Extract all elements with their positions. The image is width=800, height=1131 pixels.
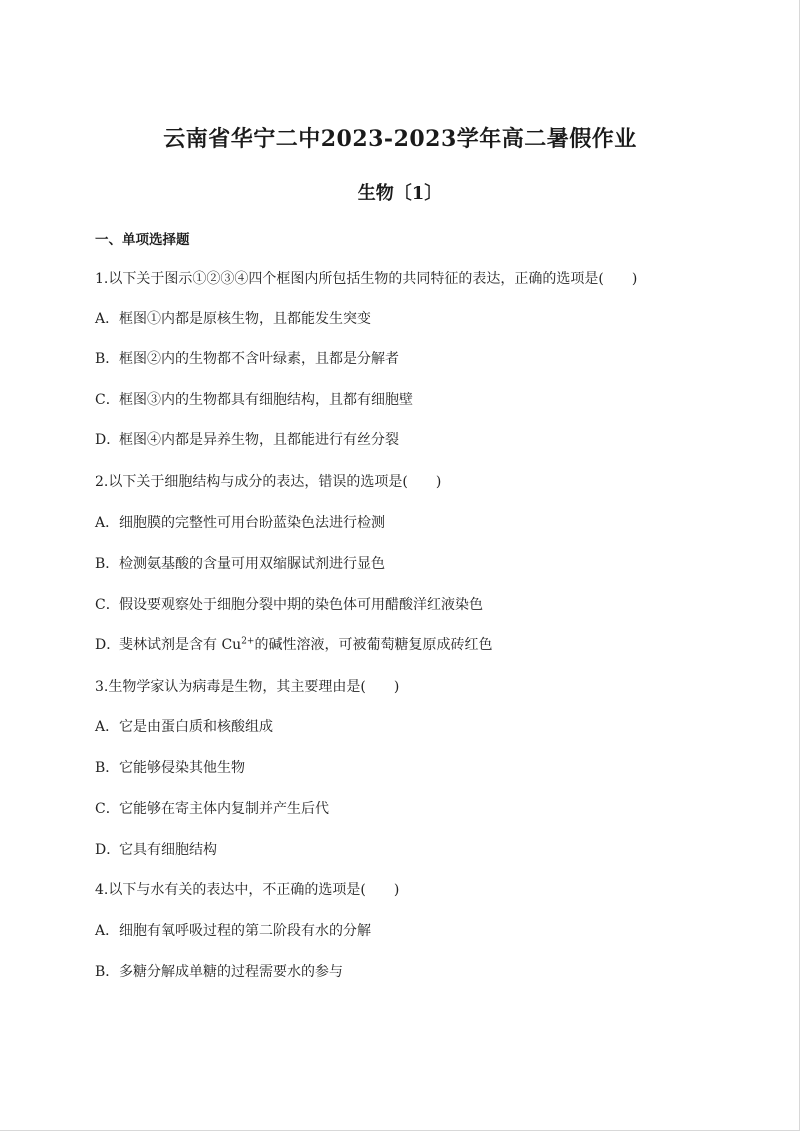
question-3-option-b — [95, 757, 245, 777]
option-letter: D． — [95, 842, 121, 858]
option-text: 框图④内都是异养生物，且都能进行有丝分裂 — [119, 432, 399, 448]
option-text: 框图③内的生物都具有细胞结构，且都有细胞壁 — [119, 392, 413, 408]
option-letter: A． — [95, 719, 120, 735]
option-letter: A． — [95, 311, 120, 327]
option-letter: D． — [95, 432, 121, 448]
option-text: 细胞有氧呼吸过程的第二阶段有水的分解 — [119, 923, 371, 939]
option-letter: C． — [95, 597, 120, 613]
question-4-stem: 4.以下与水有关的表达中，不正确的选项是( ) — [95, 882, 400, 898]
option-letter: C． — [95, 392, 120, 408]
option-text: 框图②内的生物都不含叶绿素，且都是分解者 — [119, 351, 399, 367]
section-heading: 一、单项选择题 — [95, 232, 190, 248]
option-text: 检测氨基酸的含量可用双缩脲试剂进行显色 — [119, 556, 385, 572]
option-letter: C． — [95, 801, 120, 817]
question-3-option-a — [95, 716, 273, 736]
question-2-option-a — [95, 512, 385, 532]
option-letter: B． — [95, 556, 120, 572]
option-text: 多糖分解成单糖的过程需要水的参与 — [119, 964, 343, 980]
option-text: 它能够在寄主体内复制并产生后代 — [119, 801, 329, 817]
question-1-stem: 1.以下关于图示①②③④四个框图内所包括生物的共同特征的表达，正确的选项是( ) — [95, 271, 638, 287]
option-text-before: 斐林试剂是含有 Cu — [119, 637, 242, 653]
option-text-after: 的碱性溶液，可被葡萄糖复原成砖红色 — [254, 637, 493, 653]
superscript-charge: 2+ — [241, 636, 255, 647]
question-3-stem: 3.生物学家认为病毒是生物，其主要理由是( ) — [95, 679, 400, 695]
question-1-option-d — [95, 429, 399, 449]
question-2-option-c — [95, 594, 483, 614]
option-letter: A． — [95, 923, 120, 939]
question-2-option-d — [95, 634, 492, 654]
option-text: 假设要观察处于细胞分裂中期的染色体可用醋酸洋红液染色 — [119, 597, 483, 613]
option-letter: B． — [95, 351, 120, 367]
option-letter: B． — [95, 760, 120, 776]
option-text: 框图①内都是原核生物，且都能发生突变 — [119, 311, 371, 327]
question-1-option-b — [95, 348, 399, 368]
option-letter: D． — [95, 637, 121, 653]
option-text: 它是由蛋白质和核酸组成 — [119, 719, 273, 735]
question-3-option-d — [95, 839, 217, 859]
question-2-option-b — [95, 553, 385, 573]
question-3-option-c — [95, 798, 329, 818]
document-subtitle: 生物〔1〕 — [357, 183, 443, 204]
option-letter: A． — [95, 515, 120, 531]
question-1-option-c — [95, 389, 413, 409]
question-4-option-a — [95, 920, 371, 940]
option-letter: B． — [95, 964, 120, 980]
document-title: 云南省华宁二中2023-2023学年高二暑假作业 — [163, 126, 637, 152]
option-text: 它具有细胞结构 — [119, 842, 217, 858]
question-4-option-b — [95, 961, 343, 981]
question-2-stem: 2.以下关于细胞结构与成分的表达，错误的选项是( ) — [95, 474, 442, 490]
question-1-option-a — [95, 308, 371, 328]
option-text: 细胞膜的完整性可用台盼蓝染色法进行检测 — [119, 515, 385, 531]
option-text: 它能够侵染其他生物 — [119, 760, 245, 776]
